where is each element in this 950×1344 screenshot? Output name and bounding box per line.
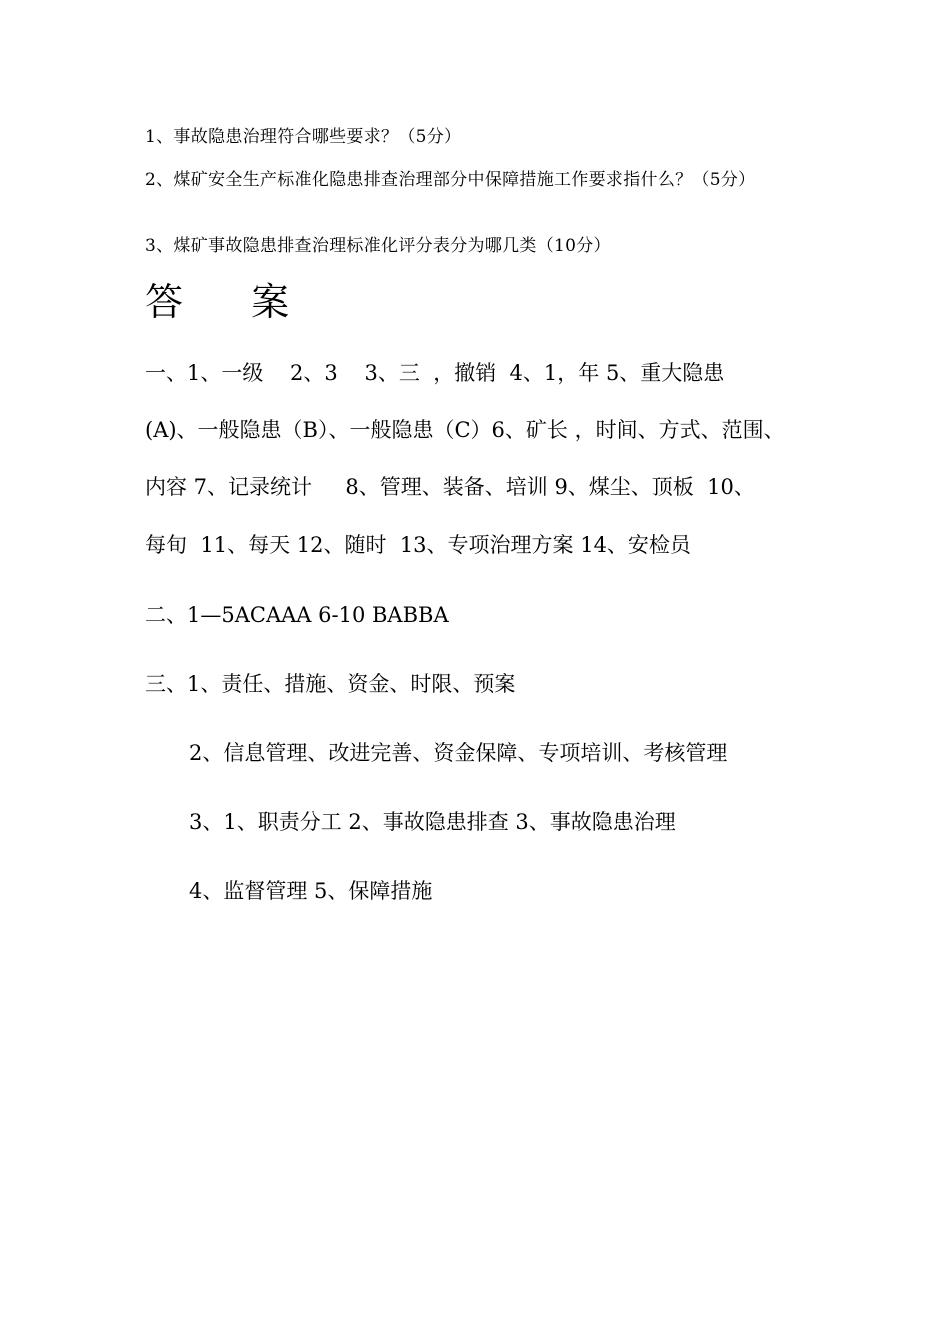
answer-part3-line-2: 2、信息管理、改进完善、资金保障、专项培训、考核管理: [189, 741, 728, 765]
answer-part2: 二、1—5ACAAA 6-10 BABBA: [145, 603, 449, 627]
answer-part3-line-3: 3、1、职责分工 2、事故隐患排查 3、事故隐患治理: [189, 810, 676, 834]
question-1: 1、事故隐患治理符合哪些要求？（5分）: [145, 127, 462, 147]
answer-part1-line-1: 一、1、一级 2、3 3、三 ，撤销 4、1，年 5、重大隐患: [145, 361, 725, 385]
answer-part3-line-4: 4、监督管理 5、保障措施: [189, 879, 433, 903]
answer-part1-line-3: 内容 7、记录统计 8、管理、装备、培训 9、煤尘、顶板 10、: [145, 475, 755, 499]
answer-part3-line-1: 三、1、责任、措施、资金、时限、预案: [145, 672, 516, 696]
question-2: 2、煤矿安全生产标准化隐患排查治理部分中保障措施工作要求指什么？（5分）: [145, 170, 756, 190]
answer-heading: 答 案: [145, 280, 318, 324]
answer-part1-line-4: 每旬 11、每天 12、随时 13、专项治理方案 14、安检员: [145, 533, 691, 557]
answer-part1-line-2: (A)、一般隐患（B）、一般隐患（C）6、矿长 ，时间、方式、范围、: [145, 418, 785, 442]
question-3: 3、煤矿事故隐患排查治理标准化评分表分为哪几类（10分）: [145, 236, 611, 256]
